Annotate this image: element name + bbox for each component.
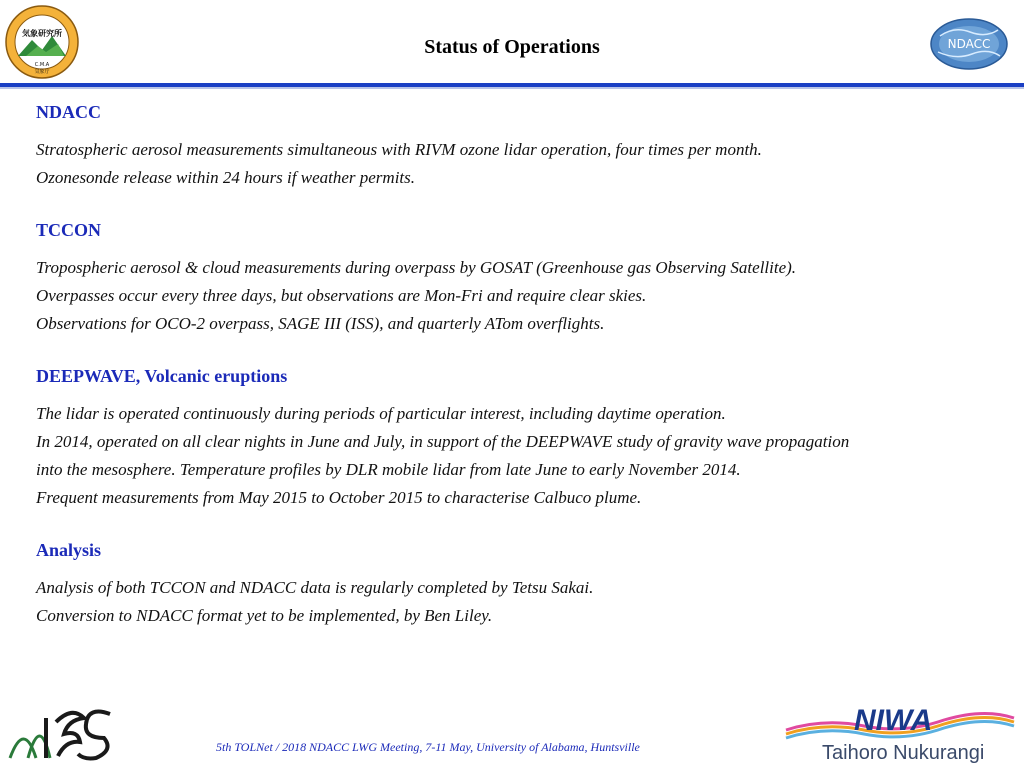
text-line: Ozonesonde release within 24 hours if weather permits.	[36, 168, 416, 187]
svg-text:C.M.A: C.M.A	[34, 62, 50, 68]
content	[36, 100, 1006, 656]
header-rule-shadow	[0, 87, 1024, 89]
text-line: Overpasses occur every three days, but observations are Mon-Fri and require clear skies.	[36, 286, 647, 305]
section-heading: TCCON	[36, 220, 102, 240]
header	[0, 0, 1024, 90]
section-tccon	[36, 218, 1006, 338]
text-line: Frequent measurements from May 2015 to October 2015 to characterise Calbuco plume.	[36, 488, 642, 507]
section-deepwave	[36, 364, 1006, 512]
footer-text: 5th TOLNet / 2018 NDACC LWG Meeting, 7-11 May, University of Alabama, Huntsville	[216, 740, 640, 754]
text-line: Conversion to NDACC format yet to be implemented, by Ben Liley.	[36, 606, 493, 625]
text-line: into the mesosphere. Temperature profiles by DLR mobile lidar from late June to early November 2014.	[36, 460, 741, 479]
svg-text:NIWA: NIWA	[854, 704, 933, 737]
text-line: Analysis of both TCCON and NDACC data is regularly completed by Tetsu Sakai.	[36, 578, 594, 597]
svg-text:気象庁: 気象庁	[34, 69, 50, 75]
section-heading: DEEPWAVE, Volcanic eruptions	[36, 366, 288, 386]
svg-text:気象研究所: 気象研究所	[22, 29, 62, 38]
text-line: In 2014, operated on all clear nights in June and July, in support of the DEEPWAVE study of gravity wave propagation	[36, 432, 850, 451]
text-line: The lidar is operated continuously during periods of particular interest, including daytime operation.	[36, 404, 726, 423]
page-title: Status of Operations	[424, 36, 600, 58]
svg-text:NDACC: NDACC	[947, 37, 991, 51]
niwa-subtitle: Taihoro Nukurangi	[822, 742, 985, 764]
ndacc-logo	[930, 18, 1008, 70]
text-line: Tropospheric aerosol & cloud measurements during overpass by GOSAT (Greenhouse gas Observing Satellite).	[36, 258, 797, 277]
text-line: Observations for OCO-2 overpass, SAGE III (ISS), and quarterly ATom overflights.	[36, 314, 605, 333]
section-ndacc	[36, 100, 1006, 192]
section-heading: Analysis	[36, 540, 102, 560]
section-heading: NDACC	[36, 102, 101, 122]
mes-logo	[6, 700, 118, 764]
section-analysis	[36, 538, 1006, 630]
text-line: Stratospheric aerosol measurements simultaneous with RIVM ozone lidar operation, four times per month.	[36, 140, 762, 159]
